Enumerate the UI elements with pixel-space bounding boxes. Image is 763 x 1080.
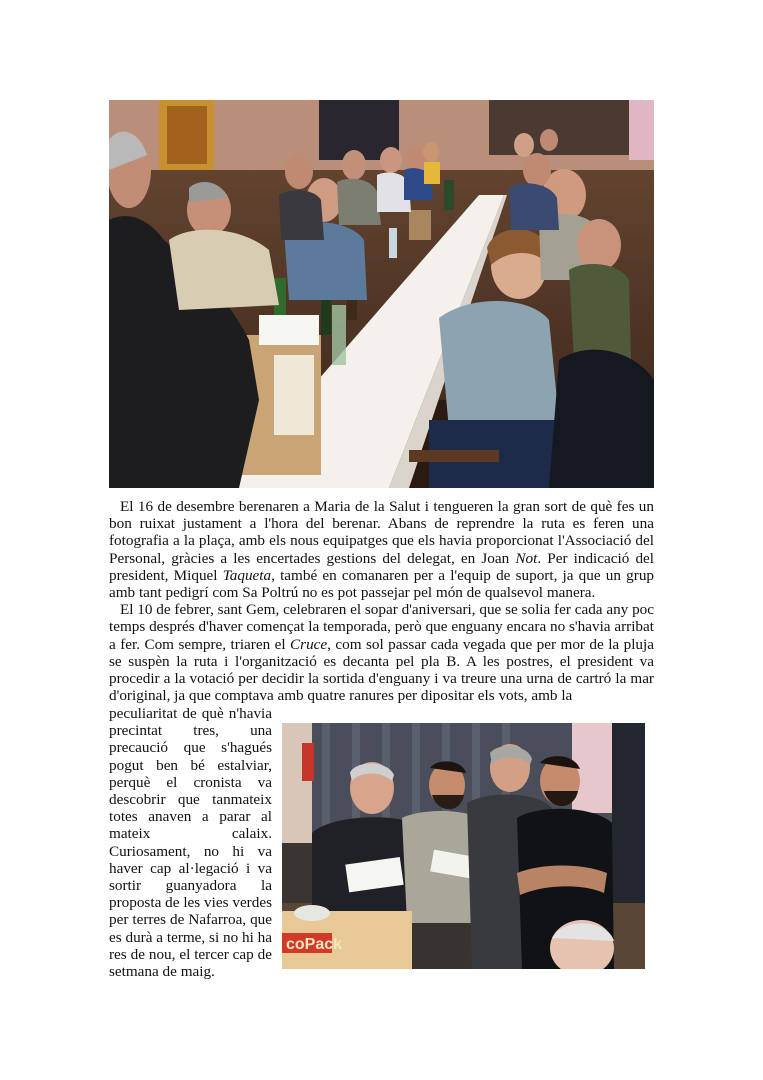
nickname-not: Not bbox=[515, 549, 538, 567]
box-label: coPack bbox=[286, 936, 343, 953]
paragraph-2-continued: peculiaritat de què n'havia precintat tres, una precaució que s'hagués pogut ben bé estalviar, perquè el cronista va descobrir que tanmateix totes anaven a parar al mateix calaix. Curiosament, no hi va haver cap al·legació i va sortir guanyadora la proposta de les vies verdes per terres de Nafarroa, que es durà a terme, si no hi ha res de nou, el tercer cap de setmana de maig. bbox=[109, 705, 272, 981]
article-text bbox=[109, 498, 654, 704]
restaurant-name: Cruce bbox=[290, 635, 328, 653]
nickname-taqueta: Taqueta bbox=[222, 566, 272, 584]
voting-photo bbox=[282, 723, 645, 969]
paragraph-1: El 16 de desembre berenaren a Maria de la Salut i tengueren la gran sort de què fes un bon ruixat justament a l'hora del berenar. Abans de reprendre la ruta es feren una fotografia a la plaça, amb els nous equipatges que els havia proporcionat l'Associació del Personal, gràcies a les encertades gestions del delegat, en Joan Not. Per indicació del president, Miquel Taqueta, també en comanaren per a l'equip de suport, ja que un grup amb tant pedigrí com Sa Poltrú no es pot passejar pel món de qualsevol manera. bbox=[109, 498, 655, 602]
dinner-photo bbox=[109, 100, 654, 488]
article-text-column bbox=[109, 705, 272, 980]
paragraph-2: El 10 de febrer, sant Gem, celebraren el sopar d'aniversari, que se solia fer cada any poc temps després d'haver començat la temporada, però que enguany encara no s'havia arribat a fer. Com sempre, triaren el Cruce, com sol passar cada vegada que per mor de la pluja se suspèn la ruta i l'organització es decanta pel pla B. A les postres, el president va procedir a la votació per decidir la sortida d'enguany i va treure una urna de cartró la mar d'original, ja que comptava amb quatre ranures per dipositar els vots, amb la bbox=[109, 601, 654, 705]
